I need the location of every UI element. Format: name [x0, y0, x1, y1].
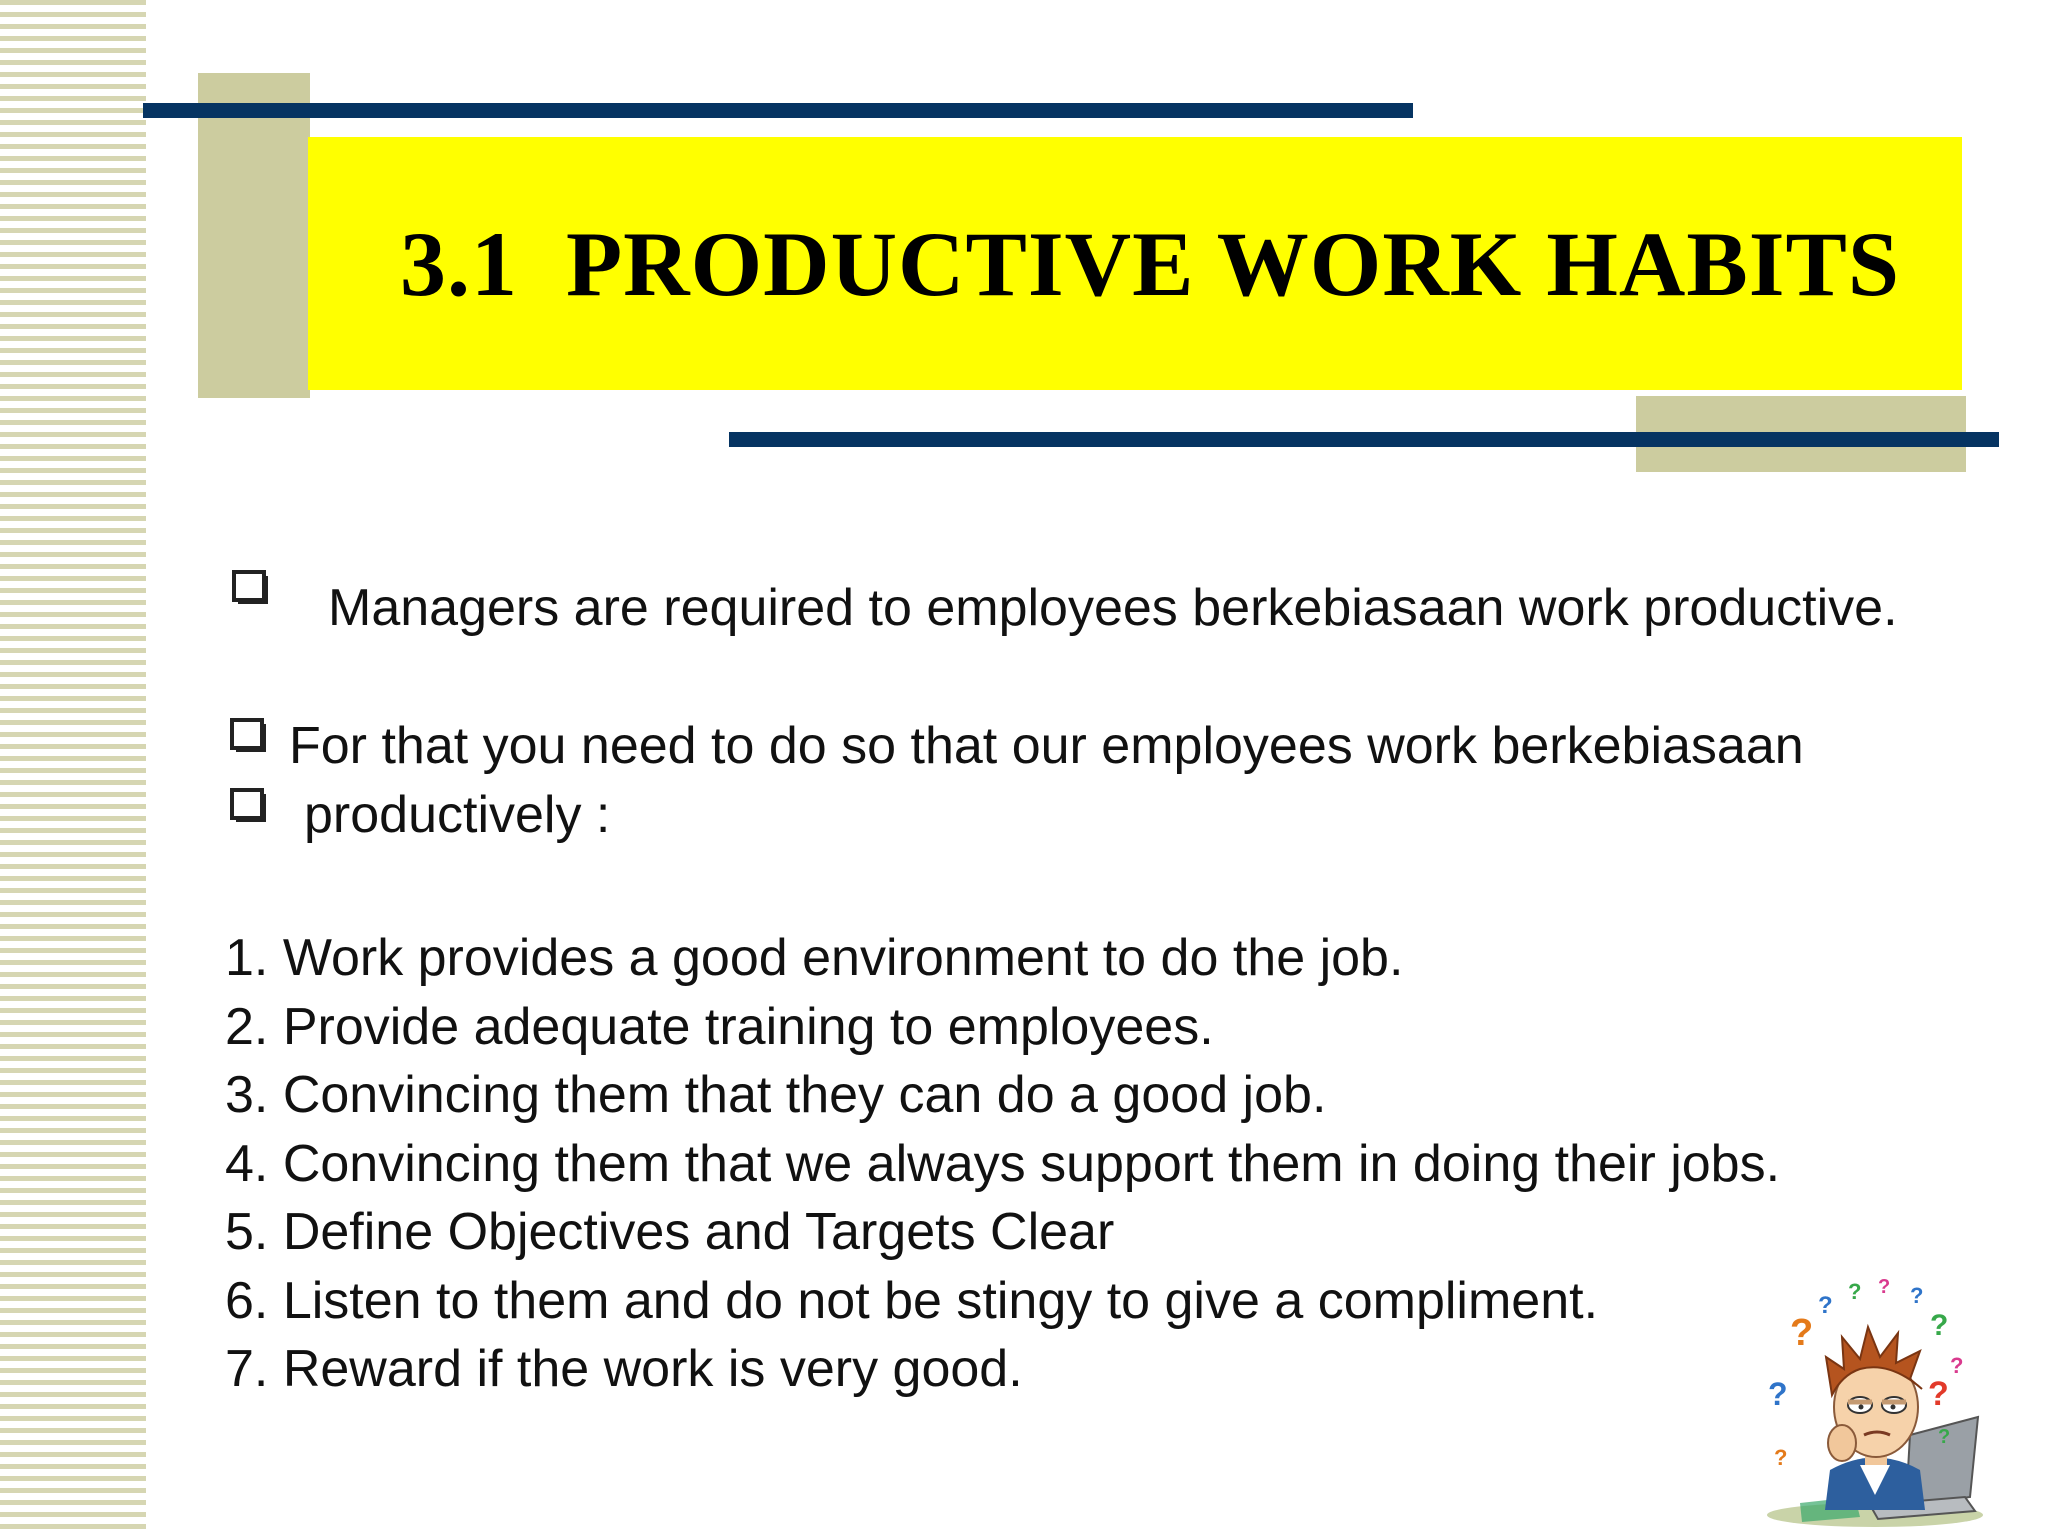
svg-text:?: ? [1938, 1426, 1951, 1448]
list-item: 2. Provide adequate training to employees. [225, 997, 1214, 1056]
svg-text:?: ? [1774, 1445, 1788, 1470]
confused-man-laptop-illustration [1760, 1265, 1990, 1530]
list-item: 1. Work provides a good environment to do the job. [225, 929, 1404, 987]
svg-text:?: ? [1930, 1309, 1949, 1342]
list-item: 3. Convincing them that they can do a good job. [225, 1066, 1327, 1124]
list-item: 5. Define Objectives and Targets Clear [225, 1203, 1115, 1261]
svg-text:?: ? [1768, 1376, 1788, 1412]
checkbox-bullet-icon [230, 718, 268, 754]
svg-text:?: ? [1928, 1375, 1949, 1413]
list-item: 6. Listen to them and do not be stingy to give a compliment. [225, 1271, 1599, 1330]
slide-title: 3.1 PRODUCTIVE WORK HABITS [399, 212, 1901, 315]
svg-text:?: ? [1910, 1283, 1924, 1308]
bullet-text-2: For that you need to do so that our employees work berkebiasaan [289, 717, 1804, 775]
navy-accent-bar-bottom [729, 432, 1999, 447]
bullet-text-3: productively : [304, 786, 611, 844]
svg-text:?: ? [1878, 1276, 1891, 1298]
bullet-text-1: Managers are required to employees berkebiasaan work productive. [328, 579, 1898, 637]
decorative-stripes [0, 0, 146, 1536]
numbered-list [225, 924, 1780, 1404]
checkbox-bullet-icon [232, 570, 270, 606]
list-item: 7. Reward if the work is very good. [225, 1340, 1023, 1398]
svg-text:?: ? [1790, 1312, 1814, 1354]
list-item: 4. Convincing them that we always support them in doing their jobs. [225, 1134, 1781, 1193]
svg-text:?: ? [1950, 1353, 1964, 1378]
navy-accent-bar-top [143, 103, 1413, 118]
svg-text:?: ? [1818, 1292, 1833, 1319]
title-banner [308, 137, 1962, 390]
tan-accent-block-left [198, 73, 310, 398]
svg-text:?: ? [1848, 1279, 1862, 1304]
checkbox-bullet-icon [230, 788, 268, 824]
